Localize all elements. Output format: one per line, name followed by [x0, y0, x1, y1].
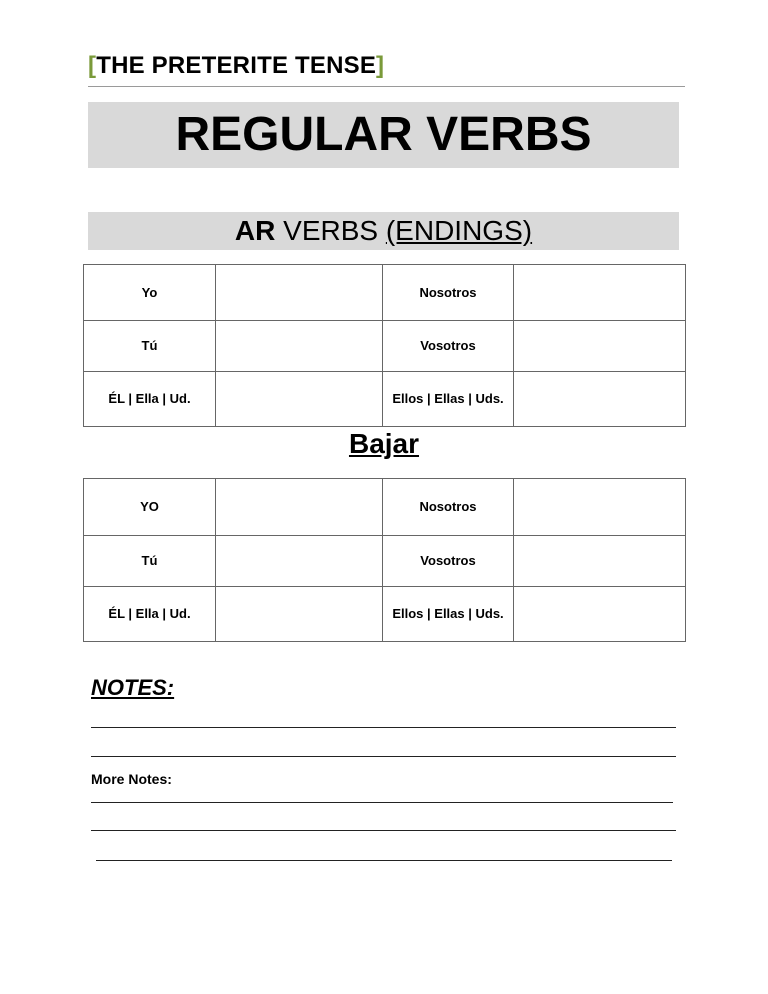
header-bracket-close: ] — [376, 52, 385, 79]
notes-writing-line[interactable] — [91, 830, 676, 831]
answer-cell[interactable] — [514, 536, 686, 587]
table-row — [84, 587, 686, 642]
answer-cell[interactable] — [514, 321, 686, 372]
page-title: REGULAR VERBS — [175, 108, 592, 161]
header-title: THE PRETERITE TENSE — [96, 52, 377, 79]
notes-writing-line[interactable] — [91, 802, 673, 803]
answer-cell[interactable] — [514, 265, 686, 321]
section-banner — [88, 212, 679, 250]
section-title-underlined: (ENDINGS) — [385, 215, 533, 246]
pronoun-cell: ÉL | Ella | Ud. — [84, 372, 216, 427]
answer-cell[interactable] — [216, 321, 383, 372]
pronoun-cell: Vosotros — [383, 536, 514, 587]
verb-title: Bajar — [348, 428, 420, 459]
header-rule — [88, 86, 685, 87]
header-bracket-open: [ — [88, 52, 97, 79]
table-row — [84, 372, 686, 427]
notes-writing-line[interactable] — [91, 756, 676, 757]
notes-heading: NOTES: — [91, 675, 175, 700]
pronoun-cell: Nosotros — [383, 479, 514, 536]
pronoun-cell: Ellos | Ellas | Uds. — [383, 587, 514, 642]
section-title-plain: VERBS — [275, 215, 386, 246]
answer-cell[interactable] — [216, 265, 383, 321]
pronoun-cell: ÉL | Ella | Ud. — [84, 587, 216, 642]
notes-writing-line[interactable] — [96, 860, 672, 861]
table-row — [84, 321, 686, 372]
answer-cell[interactable] — [216, 587, 383, 642]
pronoun-cell: Yo — [84, 265, 216, 321]
answer-cell[interactable] — [216, 479, 383, 536]
notes-writing-line[interactable] — [91, 727, 676, 728]
answer-cell[interactable] — [514, 479, 686, 536]
pronoun-cell: Vosotros — [383, 321, 514, 372]
title-banner — [88, 102, 679, 168]
pronoun-cell: Ellos | Ellas | Uds. — [383, 372, 514, 427]
ar-endings-table — [83, 264, 686, 427]
answer-cell[interactable] — [216, 536, 383, 587]
table-row — [84, 479, 686, 536]
pronoun-cell: Tú — [84, 536, 216, 587]
document-header — [88, 52, 384, 80]
answer-cell[interactable] — [514, 372, 686, 427]
answer-cell[interactable] — [216, 372, 383, 427]
section-title-bold: AR — [234, 215, 276, 246]
pronoun-cell: Tú — [84, 321, 216, 372]
pronoun-cell: Nosotros — [383, 265, 514, 321]
pronoun-cell: YO — [84, 479, 216, 536]
table-row — [84, 536, 686, 587]
bajar-conjugation-table — [83, 478, 686, 642]
table-row — [84, 265, 686, 321]
more-notes-label: More Notes: — [91, 771, 172, 787]
answer-cell[interactable] — [514, 587, 686, 642]
